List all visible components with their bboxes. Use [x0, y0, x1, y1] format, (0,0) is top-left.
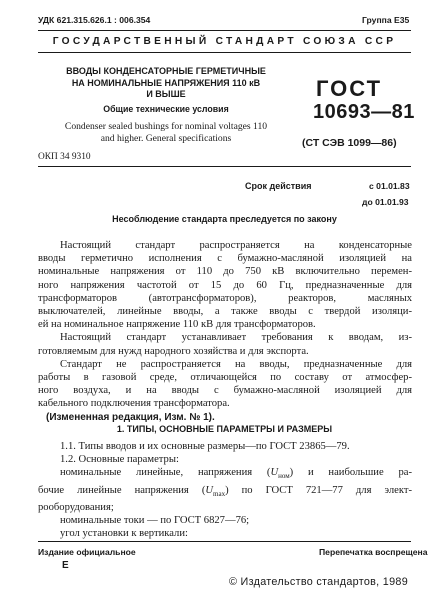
text-line — [38, 466, 412, 483]
text-line: Стандарт не распространяется на вводы, предназначенные для — [60, 358, 412, 370]
text-line: вводы герметично исполнения с бумажно-масляной изоляцией на — [38, 253, 412, 265]
udk-code: УДК 621.315.626.1 : 006.354 — [38, 15, 151, 25]
text-line: ного напряжения частотой от 15 до 60 Гц, предназначенные для — [38, 279, 412, 291]
document-title — [38, 66, 294, 101]
text-line: Настоящий стандарт распространяется на конденсаторные — [60, 240, 412, 251]
title-line: НА НОМИНАЛЬНЫЕ НАПРЯЖЕНИЯ 110 кВ — [71, 77, 261, 88]
validity-label: Срок действия — [245, 181, 312, 191]
standard-banner: ГОСУДАРСТВЕННЫЙ СТАНДАРТ СОЮЗА ССР — [52, 36, 397, 47]
text-fragment: ) по ГОСТ 721—77 для элект- — [225, 484, 412, 496]
text-line: готовляемым для нужд народного хозяйства и для экспорта. — [38, 345, 309, 357]
section-title: 1. ТИПЫ, ОСНОВНЫЕ ПАРАМЕТРЫ И РАЗМЕРЫ — [116, 424, 333, 434]
text-line: ей на номинальное напряжение 110 кВ для трансформаторов. — [38, 319, 316, 331]
title-line: И ВЫШЕ — [146, 89, 186, 100]
text-line: трансформаторов (автотрансформаторов), реакторов, масляных — [38, 292, 412, 304]
top-rule — [38, 30, 411, 31]
u-max-symbol: U — [205, 484, 214, 496]
reprint-prohibited: Перепечатка воспрещена — [319, 547, 428, 557]
text-line: кабельного подключения трансформатора. — [38, 398, 230, 410]
english-title — [38, 121, 294, 145]
st-sev-reference: (СТ СЭВ 1099—86) — [302, 137, 397, 149]
gost-label: ГОСТ — [316, 76, 383, 101]
official-edition: Издание официальное — [38, 547, 136, 557]
text-fragment: бочие линейные напряжения ( — [38, 484, 206, 496]
text-line: рооборудования; — [38, 502, 114, 514]
text-fragment: номинальные линейные, напряжения ( — [60, 467, 271, 479]
text-line: номинальные токи — по ГОСТ 6827—76; — [60, 515, 250, 527]
u-nom-symbol: U — [270, 467, 279, 479]
title-rule — [38, 166, 411, 167]
text-line: угол установки к вертикали: — [60, 528, 188, 540]
revision-note: (Измененная редакция, Изм. № 1). — [46, 411, 215, 423]
u-nom-subscript: ном — [278, 472, 290, 481]
text-line: номинальные напряжения от 110 до 750 кВ включительно перемен- — [38, 266, 412, 278]
intro-text — [38, 239, 412, 424]
group-code: Группа Е35 — [362, 15, 410, 25]
title-line: ВВОДЫ КОНДЕНСАТОРНЫЕ ГЕРМЕТИЧНЫЕ — [66, 66, 266, 76]
gost-number: 10693—81 — [313, 101, 415, 123]
text-line: выключателей, линейные вводы, а также вводы с твердой изоляци- — [38, 306, 412, 318]
footer-rule — [38, 541, 411, 542]
document-subtitle: Общие технические условия — [103, 104, 229, 114]
okp-code: ОКП 34 9310 — [38, 152, 91, 162]
english-title-line: and higher. General specifications — [100, 132, 232, 144]
edition-letter: Е — [62, 560, 69, 571]
english-title-line: Condenser sealed bushings for nominal voltages 110 — [64, 121, 268, 132]
law-notice: Несоблюдение стандарта преследуется по закону — [112, 214, 337, 224]
validity-to: до 01.01.93 — [362, 197, 409, 207]
text-line: ного воздуха, и на вводы с бумажно-масляной изоляцией для — [38, 385, 412, 397]
validity-from: с 01.01.83 — [369, 181, 410, 191]
text-line: работы в газовой среде, отличающейся по составу от атмосфер- — [38, 372, 412, 384]
section-text — [38, 440, 412, 541]
copyright: © Издательство стандартов, 1989 — [229, 576, 408, 588]
text-line: Настоящий стандарт устанавливает требования к вводам, из- — [60, 332, 412, 344]
clause-1-2: 1.2. Основные параметры: — [60, 454, 179, 466]
u-max-subscript: max — [213, 489, 226, 498]
text-fragment: ) и наибольшие ра- — [289, 467, 412, 479]
banner-rule — [38, 52, 411, 53]
clause-1-1: 1.1. Типы вводов и их основные размеры—по ГОСТ 23865—79. — [60, 441, 350, 452]
text-line — [38, 484, 412, 501]
